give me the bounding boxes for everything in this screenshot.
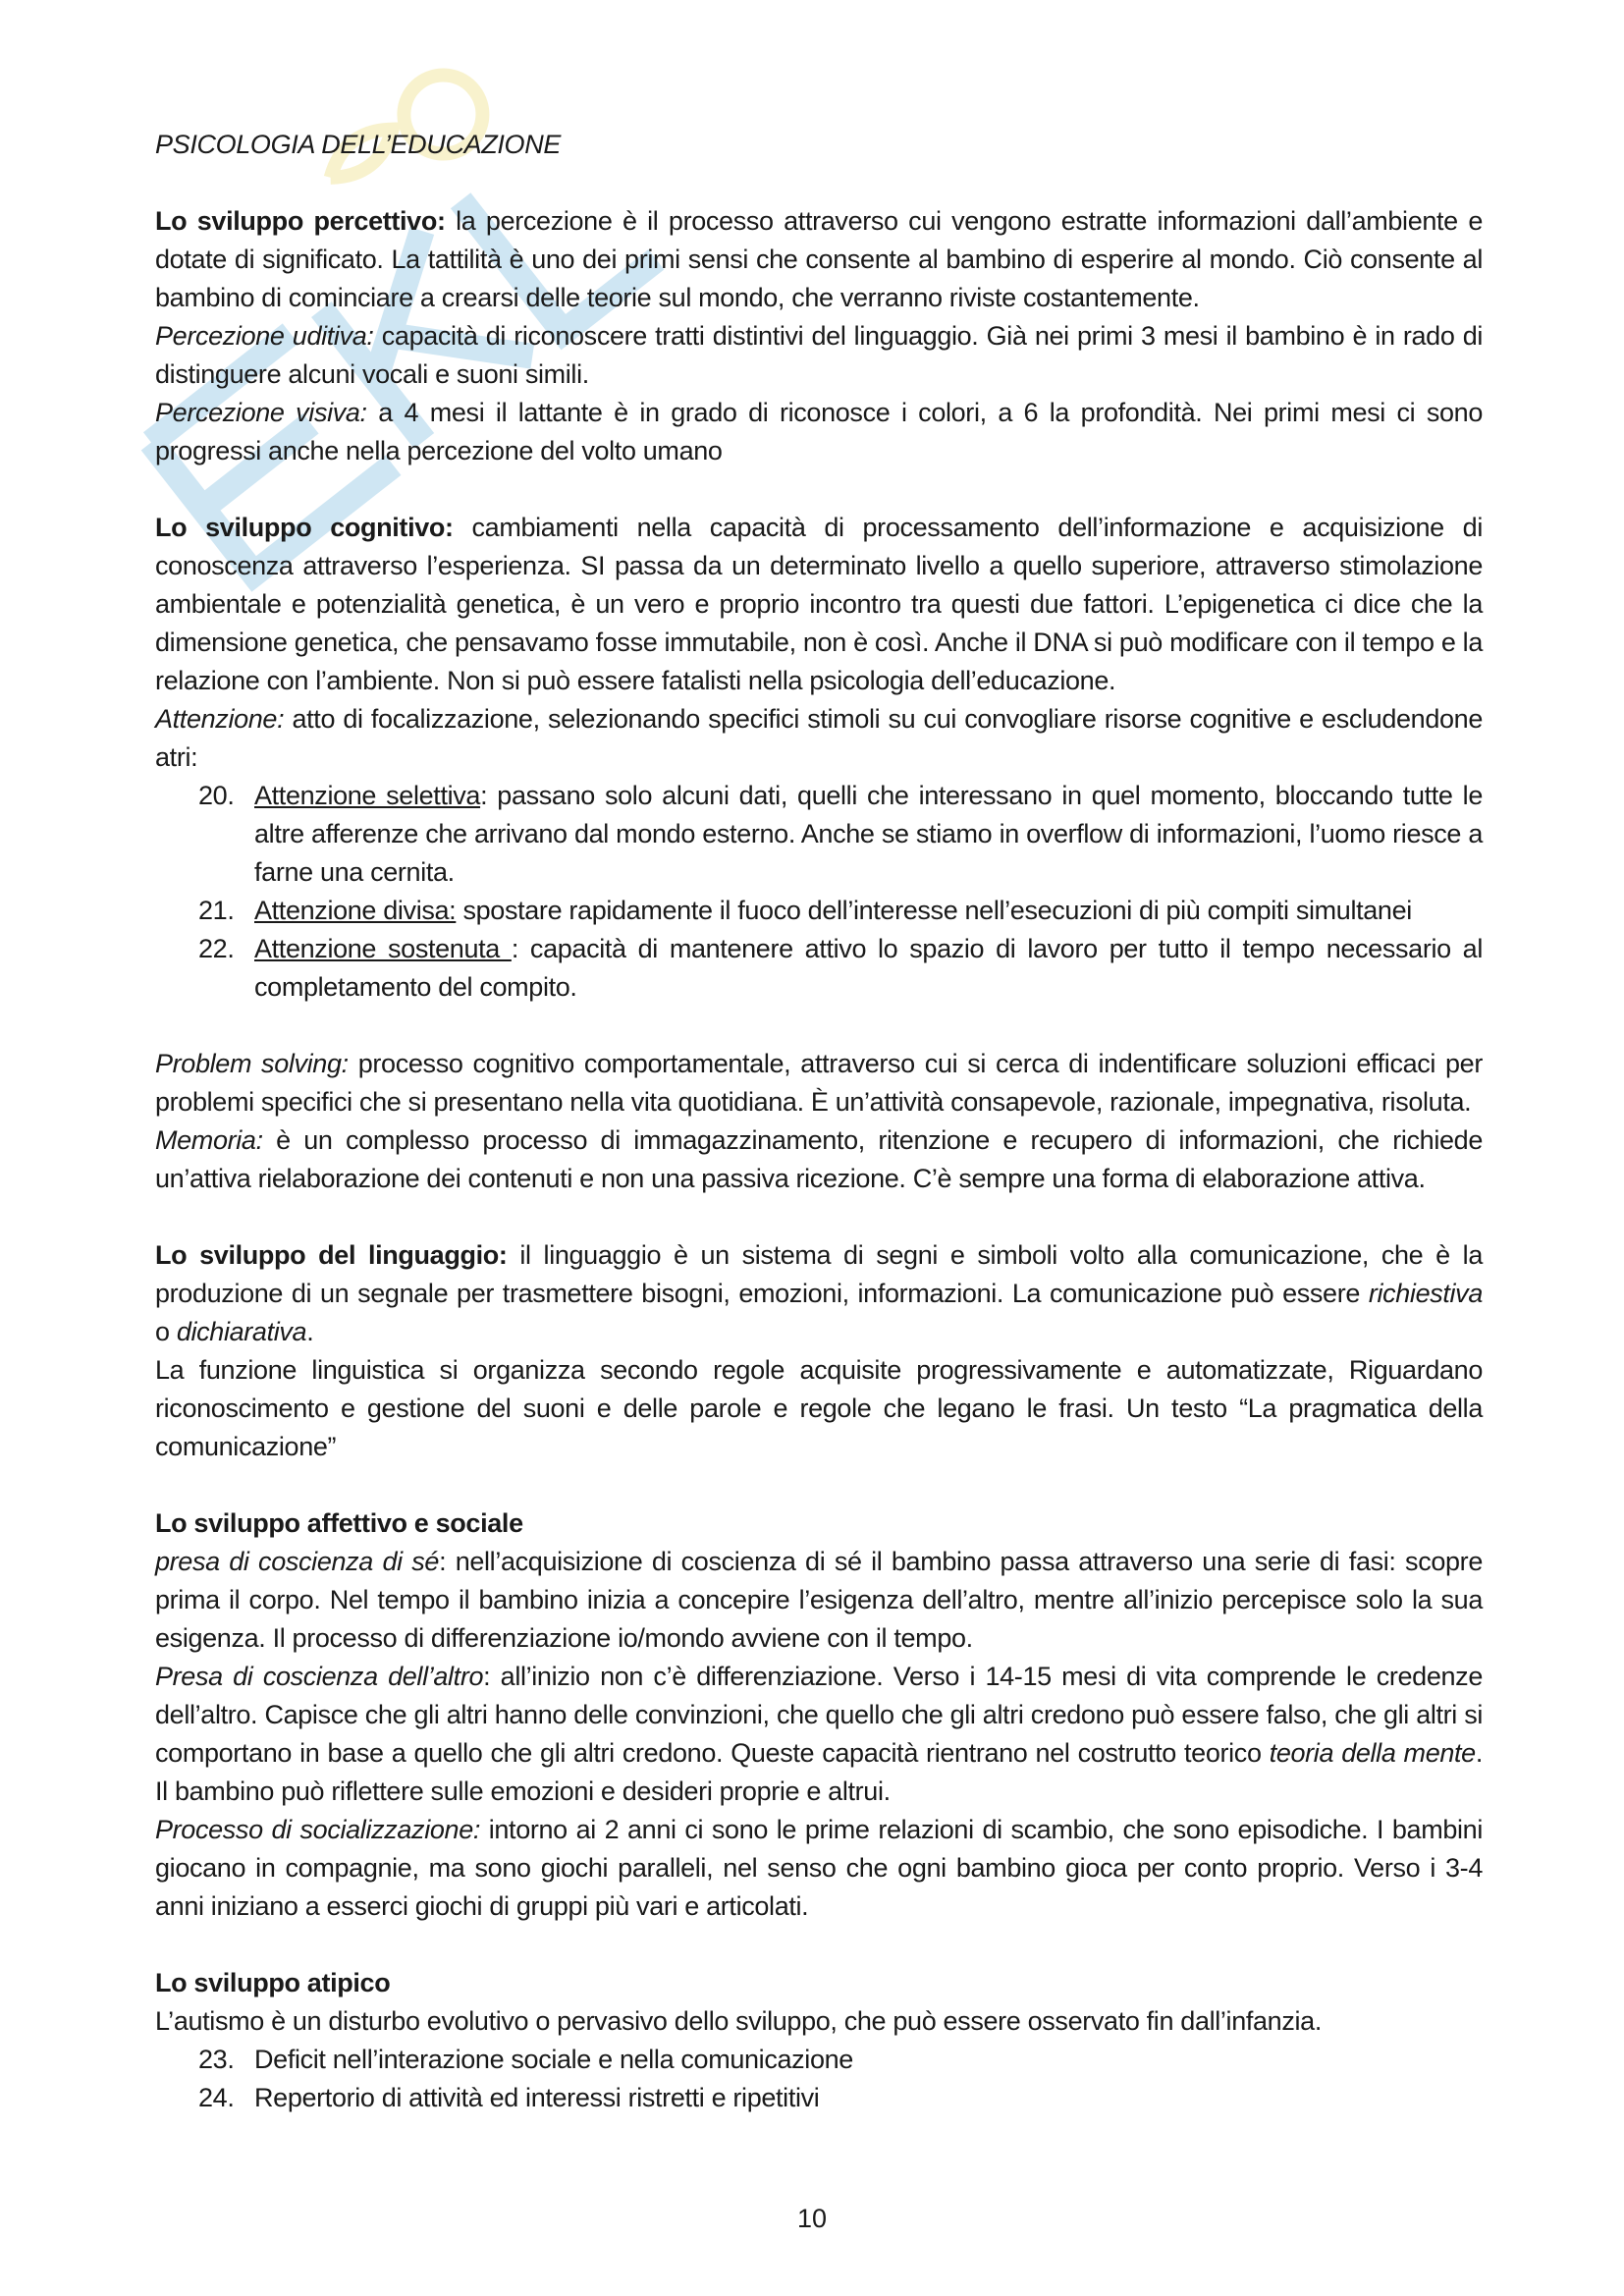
term-label: Problem solving: — [155, 1049, 349, 1078]
paragraph-problem-solving — [155, 1045, 1483, 1121]
term-label: Memoria: — [155, 1125, 263, 1155]
list-item — [155, 892, 1483, 930]
paragraph-text: a 4 mesi il lattante è in grado di riconosce i colori, a 6 la profondità. Nei primi mesi ci sono progressi anche nella percezione del volto umano — [155, 398, 1484, 465]
paragraph-socializzazione — [155, 1811, 1483, 1926]
term-label: Attenzione: — [155, 704, 285, 734]
paragraph-text: capacità di riconoscere tratti distintivi del linguaggio. Già nei primi 3 mesi il bambino è in rado di distinguere alcuni vocali e suoni simili. — [155, 321, 1484, 389]
paragraph-attenzione — [155, 700, 1483, 777]
term-label: presa di coscienza di sé — [155, 1547, 440, 1576]
paragraph-text: cambiamenti nella capacità di processamento dell’informazione e acquisizione di conoscenza attraverso l’esperienza. SI passa da un determinato livello a quello superiore, attraverso stimolazione ambientale e potenzialità genetica, è un vero e proprio incontro tra questi due fattori. L’epigenetica ci dice che la dimensione genetica, che pensavamo fosse immutabile, non è così. Anche il DNA si può modificare con il tempo e la relazione con l’ambiente. Non si può essere fatalisti nella psicologia dell’educazione. — [155, 513, 1483, 695]
paragraph-memoria — [155, 1121, 1483, 1198]
paragraph-text: il linguaggio è un sistema di segni e simboli volto alla comunicazione, che è la produzione di un segnale per trasmettere bisogni, emozioni, informazioni. La comunicazione può essere — [155, 1240, 1483, 1308]
section-atipico — [155, 1964, 1483, 2002]
section-linguaggio — [155, 1236, 1483, 1351]
term-label: Percezione uditiva: — [155, 321, 374, 351]
section-heading: Lo sviluppo del linguaggio: — [155, 1240, 508, 1270]
paragraph-text: . Il bambino può riflettere sulle emozioni e desideri proprie e altrui. — [155, 1738, 1483, 1806]
list-item-label: Attenzione sostenuta — [254, 934, 512, 963]
autism-list — [155, 2041, 1483, 2117]
page-title: PSICOLOGIA DELL’EDUCAZIONE — [155, 130, 562, 159]
list-number: 22. — [198, 934, 235, 963]
section-cognitivo — [155, 509, 1483, 700]
list-number: 23. — [198, 2045, 235, 2074]
list-item — [155, 777, 1483, 892]
list-item-text: : capacità di mantenere attivo lo spazio di lavoro per tutto il tempo necessario al completamento del compito. — [254, 934, 1484, 1002]
term-label: Processo di socializzazione: — [155, 1815, 481, 1844]
paragraph-text: atto di focalizzazione, selezionando specifici stimoli su cui convogliare risorse cognitive e escludendone atri: — [155, 704, 1483, 772]
term-label: Presa di coscienza dell’altro — [155, 1662, 484, 1691]
section-heading: Lo sviluppo percettivo: — [155, 206, 446, 236]
paragraph-text: . — [306, 1317, 314, 1346]
section-heading: Lo sviluppo cognitivo: — [155, 513, 454, 542]
section-heading: Lo sviluppo affettivo e sociale — [155, 1508, 523, 1538]
paragraph-text: la percezione è il processo attraverso cui vengono estratte informazioni dall’ambiente e dotate di significato. La tattilità è uno dei primi sensi che consente al bambino di esperire al mondo. Ciò consente al bambino di cominciare a crearsi delle teorie sul mondo, che verranno riviste costantemente. — [155, 206, 1483, 312]
paragraph-text: o — [155, 1317, 177, 1346]
list-number: 21. — [198, 896, 235, 925]
paragraph-text: processo cognitivo comportamentale, attraverso cui si cerca di indentificare soluzioni efficaci per problemi specifici che si presentano nella vita quotidiana. È un’attività consapevole, razionale, impegnativa, risoluta. — [155, 1049, 1483, 1117]
paragraph-percezione-uditiva — [155, 317, 1483, 394]
term-label: Percezione visiva: — [155, 398, 367, 427]
section-affettivo — [155, 1504, 1483, 1543]
list-item-label: Attenzione selettiva — [254, 781, 481, 810]
list-item-text: : passano solo alcuni dati, quelli che interessano in quel momento, bloccando tutte le altre afferenze che arrivano dal mondo esterno. Anche se stiamo in overflow di informazioni, l’uomo riesce a farne una cernita. — [254, 781, 1483, 887]
section-percettivo — [155, 202, 1483, 317]
term-richiestiva: richiestiva — [1368, 1279, 1483, 1308]
document-page — [155, 126, 1483, 2117]
attention-list — [155, 777, 1483, 1007]
paragraph-text: : nell’acquisizione di coscienza di sé il bambino passa attraverso una serie di fasi: scopre prima il corpo. Nel tempo il bambino inizia a concepire l’esigenza dell’altro, mentre all’inizio percepisce solo la sua esigenza. Il processo di differenziazione io/mondo avviene con il tempo. — [155, 1547, 1483, 1653]
paragraph-coscienza-altro — [155, 1658, 1483, 1811]
section-heading: Lo sviluppo atipico — [155, 1968, 391, 1997]
list-item-label: Attenzione divisa: — [254, 896, 457, 925]
list-item — [155, 2079, 1483, 2117]
list-number: 20. — [198, 781, 235, 810]
paragraph-text: : all’inizio non c’è differenziazione. Verso i 14-15 mesi di vita comprende le credenze dell’altro. Capisce che gli altri hanno delle convinzioni, che quello che gli altri credono può essere falso, che gli altri si comportano in base a quello che gli altri credono. Queste capacità rientrano nel costrutto teorico — [155, 1662, 1483, 1768]
list-item-text: spostare rapidamente il fuoco dell’interesse nell’esecuzioni di più compiti simultanei — [456, 896, 1412, 925]
paragraph-text: è un complesso processo di immagazzinamento, ritenzione e recupero di informazioni, che richiede un’attiva rielaborazione dei contenuti e non una passiva ricezione. C’è sempre una forma di elaborazione attiva. — [155, 1125, 1483, 1193]
paragraph-text: intorno ai 2 anni ci sono le prime relazioni di scambio, che sono episodiche. I bambini giocano in compagnie, ma sono giochi paralleli, nel senso che ogni bambino gioca per conto proprio. Verso i 3-4 anni iniziano a esserci giochi di gruppi più vari e articolati. — [155, 1815, 1483, 1921]
term-dichiarativa: dichiarativa — [176, 1317, 307, 1346]
list-item — [155, 930, 1483, 1007]
paragraph-coscienza-se — [155, 1543, 1483, 1658]
paragraph-funzione-linguistica: La funzione linguistica si organizza secondo regole acquisite progressivamente e automatizzate, Riguardano riconoscimento e gestione del suoni e delle parole e regole che legano le frasi. Un testo “La pragmatica della comunicazione” — [155, 1355, 1483, 1461]
list-number: 24. — [198, 2083, 235, 2112]
paragraph-percezione-visiva — [155, 394, 1483, 470]
list-item-text: Deficit nell’interazione sociale e nella comunicazione — [254, 2045, 853, 2074]
paragraph-autismo: L’autismo è un disturbo evolutivo o pervasivo dello sviluppo, che può essere osservato fin dall’infanzia. — [155, 2006, 1322, 2036]
page-number: 10 — [796, 2204, 828, 2233]
list-item — [155, 2041, 1483, 2079]
term-teoria-mente: teoria della mente — [1269, 1738, 1476, 1768]
list-item-text: Repertorio di attività ed interessi ristretti e ripetitivi — [254, 2083, 820, 2112]
